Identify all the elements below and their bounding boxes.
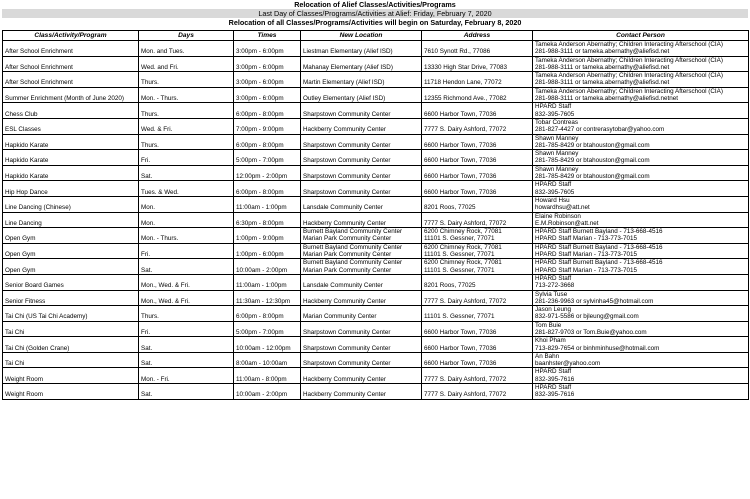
address-cell-line: 7777 S. Dairy Ashford, 77072 [424,297,507,305]
table-row [3,134,749,150]
contact-cell-line: Tameka Anderson Abernathy; Children Interacting Afterschool (CIA) [535,72,723,80]
location-cell-line: Hackberry Community Center [303,126,386,134]
location-cell-line: Sharpstown Community Center [303,141,391,149]
contact-cell [533,41,749,57]
contact-cell [533,321,749,337]
times-cell: 8:00am - 10:00am [234,352,301,368]
program-cell: Tai Chi [3,321,139,337]
contact-cell-line: HPARD Staff [535,103,572,111]
location-cell [301,306,422,322]
contact-cell-line: 713-829-7654 or binhminhuse@hotmail.com [535,344,660,352]
days-cell: Mon. - Thurs. [139,228,234,244]
location-cell [301,196,422,212]
location-cell [301,118,422,134]
table-row [3,290,749,306]
relocation-notice: Relocation of all Classes/Programs/Activities will begin on Saturday, February 8, 2020 [228,18,522,27]
contact-cell-line: An Bahn [535,352,560,360]
table-row [3,306,749,322]
days-cell: Thurs. [139,103,234,119]
address-cell-line: 8201 Roos, 77025 [424,282,476,290]
address-cell [422,41,533,57]
address-cell-line: 13330 High Star Drive, 77083 [424,63,507,71]
contact-cell-line: 281-785-8429 or btahouston@gmail.com [535,157,650,165]
address-cell-line: 6600 Harbor Town, 77036 [424,360,497,368]
contact-cell [533,212,749,228]
times-cell: 12:00pm - 2:00pm [234,165,301,181]
last-day-notice: Last Day of Classes/Programs/Activities at Alief: Friday, February 7, 2020 [2,9,748,18]
contact-cell [533,352,749,368]
times-cell: 10:00am - 12:00pm [234,337,301,353]
days-cell: Mon. - Fri. [139,368,234,384]
address-cell-line: 6600 Harbor Town, 77036 [424,173,497,181]
location-cell-line: Mahanay Elementary (Alief ISD) [303,63,393,71]
address-cell [422,196,533,212]
location-cell-line: Sharpstown Community Center [303,188,391,196]
contact-cell-line: 832-971-5586 or bjleung@gmail.com [535,313,639,321]
contact-cell-line: howardhsu@att.net [535,204,590,212]
table-row [3,181,749,197]
location-cell-line: Burnett Bayland Community Center [303,259,403,267]
address-cell-line: 7777 S. Dairy Ashford, 77072 [424,375,507,383]
address-cell [422,134,533,150]
program-cell: Open Gym [3,243,139,259]
address-cell [422,165,533,181]
contact-cell-line: E.M.Robinson@att.net [535,219,599,227]
address-cell-line: 7610 Synott Rd., 77086 [424,48,491,56]
days-cell: Fri. [139,243,234,259]
contact-cell-line: HPARD Staff Burnett Bayland - 713-668-4516 [535,228,663,236]
contact-cell-line: 281-785-8429 or btahouston@gmail.com [535,173,650,181]
location-cell-line: Sharpstown Community Center [303,110,391,118]
days-cell: Wed. and Fri. [139,56,234,72]
days-cell: Sat. [139,165,234,181]
location-cell-line: Sharpstown Community Center [303,328,391,336]
location-cell [301,56,422,72]
program-cell: Senior Board Games [3,274,139,290]
schedule-table [2,30,749,400]
address-cell [422,118,533,134]
address-cell [422,259,533,275]
address-cell [422,352,533,368]
address-cell-line: 6200 Chimney Rock, 77081 [424,228,502,236]
address-cell [422,56,533,72]
contact-cell [533,259,749,275]
times-cell: 1:00pm - 9:00pm [234,228,301,244]
contact-cell-line: Tameka Anderson Abernathy; Children Interacting Afterschool (CIA) [535,56,723,64]
address-cell [422,72,533,88]
address-cell-line: 7777 S. Dairy Ashford, 77072 [424,391,507,399]
times-cell: 3:00pm - 6:00pm [234,87,301,103]
table-row [3,384,749,400]
contact-cell-line: Shawn Manney [535,165,579,173]
location-cell [301,290,422,306]
table-row [3,259,749,275]
table-row [3,274,749,290]
days-cell: Mon., Wed. & Fri. [139,290,234,306]
times-cell: 3:00pm - 6:00pm [234,41,301,57]
location-cell-line: Hackberry Community Center [303,391,386,399]
address-cell-line: 11101 S. Gessner, 77071 [424,251,495,259]
document-title: Relocation of Alief Classes/Activities/Programs [294,0,456,9]
address-cell [422,321,533,337]
days-cell: Mon. [139,196,234,212]
contact-cell-line: HPARD Staff [535,384,572,392]
days-cell: Wed. & Fri. [139,118,234,134]
column-header-address: Address [422,31,533,41]
location-cell-line: Marian Park Community Center [303,251,392,259]
contact-cell [533,243,749,259]
contact-cell [533,103,749,119]
contact-cell-line: 832-395-7605 [535,188,575,196]
column-header-program: Class/Activity/Program [3,31,139,41]
address-cell [422,87,533,103]
location-cell [301,72,422,88]
contact-cell [533,337,749,353]
days-cell: Tues. & Wed. [139,181,234,197]
contact-cell-line: 281-988-3111 or tameka.abernathy@aliefisd.net [535,63,670,71]
program-cell: Summer Enrichment (Month of June 2020) [3,87,139,103]
times-cell: 6:30pm - 8:00pm [234,212,301,228]
column-header-times: Times [234,31,301,41]
days-cell: Fri. [139,321,234,337]
address-cell [422,103,533,119]
location-cell [301,274,422,290]
contact-cell-line: Tobar Contreas [535,118,579,126]
table-row [3,150,749,166]
location-cell-line: Martin Elementary (Alief ISD) [303,79,385,87]
location-cell-line: Marian Community Center [303,313,377,321]
address-cell-line: 6600 Harbor Town, 77036 [424,188,497,196]
table-row [3,368,749,384]
times-cell: 5:00pm - 7:00pm [234,150,301,166]
contact-cell [533,290,749,306]
times-cell: 10:00am - 2:00pm [234,384,301,400]
program-cell: Weight Room [3,368,139,384]
program-cell: Hapkido Karate [3,134,139,150]
contact-cell-line: Jason Leung [535,306,572,314]
document-header [0,0,750,27]
address-cell-line: 6600 Harbor Town, 77036 [424,328,497,336]
contact-cell [533,150,749,166]
location-cell-line: Lansdale Community Center [303,204,383,212]
contact-cell-line: 281-827-4427 or contrerasytobar@yahoo.com [535,126,665,134]
times-cell: 3:00pm - 6:00pm [234,56,301,72]
location-cell [301,181,422,197]
location-cell [301,134,422,150]
contact-cell [533,306,749,322]
days-cell: Sat. [139,259,234,275]
location-cell [301,103,422,119]
column-header-days: Days [139,31,234,41]
contact-cell-line: Khoi Pham [535,337,566,345]
contact-cell-line: 281-988-3111 or tameka.abernathy@aliefisd.net [535,79,670,87]
address-cell [422,384,533,400]
table-row [3,103,749,119]
table-row [3,56,749,72]
times-cell: 3:00pm - 6:00pm [234,72,301,88]
contact-cell [533,165,749,181]
table-row [3,118,749,134]
contact-cell-line: HPARD Staff Marian - 713-773-7015 [535,235,637,243]
table-header-row [3,31,749,41]
program-cell: ESL Classes [3,118,139,134]
contact-cell-line: 281-785-8429 or btahouston@gmail.com [535,141,650,149]
days-cell: Thurs. [139,134,234,150]
contact-cell-line: 281-988-3111 or tameka.abernathy@aliefisd.netnet [535,95,679,103]
location-cell [301,384,422,400]
location-cell-line: Sharpstown Community Center [303,360,391,368]
address-cell [422,368,533,384]
location-cell [301,212,422,228]
address-cell [422,337,533,353]
contact-cell-line: Shawn Manney [535,134,579,142]
contact-cell [533,181,749,197]
contact-cell [533,228,749,244]
address-cell-line: 11101 S. Gessner, 77071 [424,235,495,243]
program-cell: After School Enrichment [3,56,139,72]
program-cell: Line Dancing [3,212,139,228]
location-cell-line: Marian Park Community Center [303,266,392,274]
contact-cell-line: Shawn Manney [535,150,579,158]
times-cell: 11:00am - 8:00pm [234,368,301,384]
contact-cell-line: Howard Hsu [535,196,570,204]
address-cell-line: 6600 Harbor Town, 77036 [424,141,497,149]
days-cell: Fri. [139,150,234,166]
contact-cell-line: 713-272-3668 [535,282,575,290]
address-cell [422,274,533,290]
column-header-contact: Contact Person [533,31,749,41]
address-cell [422,150,533,166]
location-cell-line: Outley Elementary (Alief ISD) [303,95,386,103]
program-cell: Senior Fitness [3,290,139,306]
table-row [3,321,749,337]
location-cell-line: Liestman Elementary (Alief ISD) [303,48,393,56]
contact-cell-line: Tameka Anderson Abernathy; Children Interacting Afterschool (CIA) [535,41,723,48]
address-cell-line: 7777 S. Dairy Ashford, 77072 [424,219,507,227]
program-cell: After School Enrichment [3,72,139,88]
contact-cell-line: HPARD Staff Burnett Bayland - 713-668-4516 [535,259,663,267]
contact-cell-line: 832-395-7616 [535,375,575,383]
table-row [3,243,749,259]
location-cell [301,368,422,384]
address-cell-line: 6600 Harbor Town, 77036 [424,157,497,165]
address-cell-line: 6200 Chimney Rock, 77081 [424,259,502,267]
contact-cell-line: HPARD Staff Marian - 713-773-7015 [535,266,637,274]
address-cell-line: 7777 S. Dairy Ashford, 77072 [424,126,507,134]
table-row [3,41,749,57]
location-cell-line: Burnett Bayland Community Center [303,228,403,236]
location-cell [301,150,422,166]
location-cell-line: Burnett Bayland Community Center [303,243,403,251]
days-cell: Mon. [139,212,234,228]
column-header-location: New Location [301,31,422,41]
contact-cell [533,384,749,400]
table-row [3,337,749,353]
times-cell: 6:00pm - 8:00pm [234,134,301,150]
contact-cell [533,196,749,212]
program-cell: Hapkido Karate [3,165,139,181]
address-cell [422,228,533,244]
location-cell [301,337,422,353]
times-cell: 7:00pm - 9:00pm [234,118,301,134]
program-cell: Hip Hop Dance [3,181,139,197]
days-cell: Thurs. [139,306,234,322]
days-cell: Mon. - Thurs. [139,87,234,103]
program-cell: Tai Chi [3,352,139,368]
location-cell [301,243,422,259]
program-cell: After School Enrichment [3,41,139,57]
contact-cell-line: 281-827-9703 or Tom.Buie@yahoo.com [535,328,647,336]
contact-cell-line: Tameka Anderson Abernathy; Children Interacting Afterschool (CIA) [535,87,723,95]
contact-cell [533,118,749,134]
address-cell-line: 6600 Harbor Town, 77036 [424,344,497,352]
contact-cell-line: 832-395-7605 [535,110,575,118]
location-cell-line: Sharpstown Community Center [303,173,391,181]
table-body [3,41,749,400]
address-cell [422,243,533,259]
contact-cell-line: Elaine Robinson [535,212,581,220]
program-cell: Chess Club [3,103,139,119]
contact-cell-line: HPARD Staff Marian - 713-773-7015 [535,251,637,259]
days-cell: Mon., Wed. & Fri. [139,274,234,290]
location-cell-line: Hackberry Community Center [303,375,386,383]
location-cell [301,352,422,368]
times-cell: 6:00pm - 8:00pm [234,306,301,322]
location-cell-line: Sharpstown Community Center [303,344,391,352]
location-cell [301,259,422,275]
address-cell-line: 11101 S. Gessner, 77071 [424,313,495,321]
program-cell: Tai Chi (US Tai Chi Academy) [3,306,139,322]
address-cell-line: 6600 Harbor Town, 77036 [424,110,497,118]
table-row [3,165,749,181]
contact-cell-line: HPARD Staff Burnett Bayland - 713-668-4516 [535,243,663,251]
days-cell: Sat. [139,352,234,368]
contact-cell-line: 281-988-3111 or tameka.abernathy@aliefisd.net [535,48,670,56]
contact-cell [533,72,749,88]
table-row [3,87,749,103]
address-cell-line: 12355 Richmond Ave., 77082 [424,95,507,103]
contact-cell-line: HPARD Staff [535,274,572,282]
contact-cell [533,134,749,150]
program-cell: Open Gym [3,259,139,275]
location-cell [301,228,422,244]
table-row [3,72,749,88]
address-cell-line: 11101 S. Gessner, 77071 [424,266,495,274]
contact-cell-line: HPARD Staff [535,181,572,189]
location-cell-line: Hackberry Community Center [303,297,386,305]
contact-cell [533,368,749,384]
contact-cell-line: Sylvia Tuse [535,290,568,298]
times-cell: 6:00pm - 8:00pm [234,181,301,197]
table-row [3,352,749,368]
contact-cell [533,274,749,290]
location-cell-line: Sharpstown Community Center [303,157,391,165]
times-cell: 1:00pm - 6:00pm [234,243,301,259]
location-cell [301,87,422,103]
location-cell [301,41,422,57]
days-cell: Thurs. [139,72,234,88]
location-cell [301,165,422,181]
contact-cell [533,56,749,72]
location-cell-line: Marian Park Community Center [303,235,392,243]
address-cell [422,212,533,228]
program-cell: Weight Room [3,384,139,400]
address-cell-line: 11718 Hendon Lane, 77072 [424,79,502,87]
times-cell: 5:00pm - 7:00pm [234,321,301,337]
contact-cell-line: 281-236-9963 or sylvinha45@hotmail.com [535,297,654,305]
location-cell-line: Hackberry Community Center [303,219,386,227]
address-cell [422,181,533,197]
table-row [3,212,749,228]
table-row [3,228,749,244]
table-row [3,196,749,212]
program-cell: Hapkido Karate [3,150,139,166]
days-cell: Mon. and Tues. [139,41,234,57]
times-cell: 6:00pm - 8:00pm [234,103,301,119]
times-cell: 11:00am - 1:00pm [234,196,301,212]
times-cell: 11:00am - 1:00pm [234,274,301,290]
program-cell: Line Dancing (Chinese) [3,196,139,212]
address-cell-line: 8201 Roos, 77025 [424,204,476,212]
contact-cell [533,87,749,103]
contact-cell-line: Tom Buie [535,321,562,329]
address-cell [422,306,533,322]
location-cell-line: Lansdale Community Center [303,282,383,290]
contact-cell-line: HPARD Staff [535,368,572,376]
times-cell: 11:30am - 12:30pm [234,290,301,306]
contact-cell-line: 832-395-7616 [535,391,575,399]
contact-cell-line: baanhster@yahoo.com [535,360,601,368]
days-cell: Sat. [139,384,234,400]
program-cell: Tai Chi (Golden Crane) [3,337,139,353]
address-cell [422,290,533,306]
program-cell: Open Gym [3,228,139,244]
days-cell: Sat. [139,337,234,353]
address-cell-line: 6200 Chimney Rock, 77081 [424,243,502,251]
times-cell: 10:00am - 2:00pm [234,259,301,275]
location-cell [301,321,422,337]
